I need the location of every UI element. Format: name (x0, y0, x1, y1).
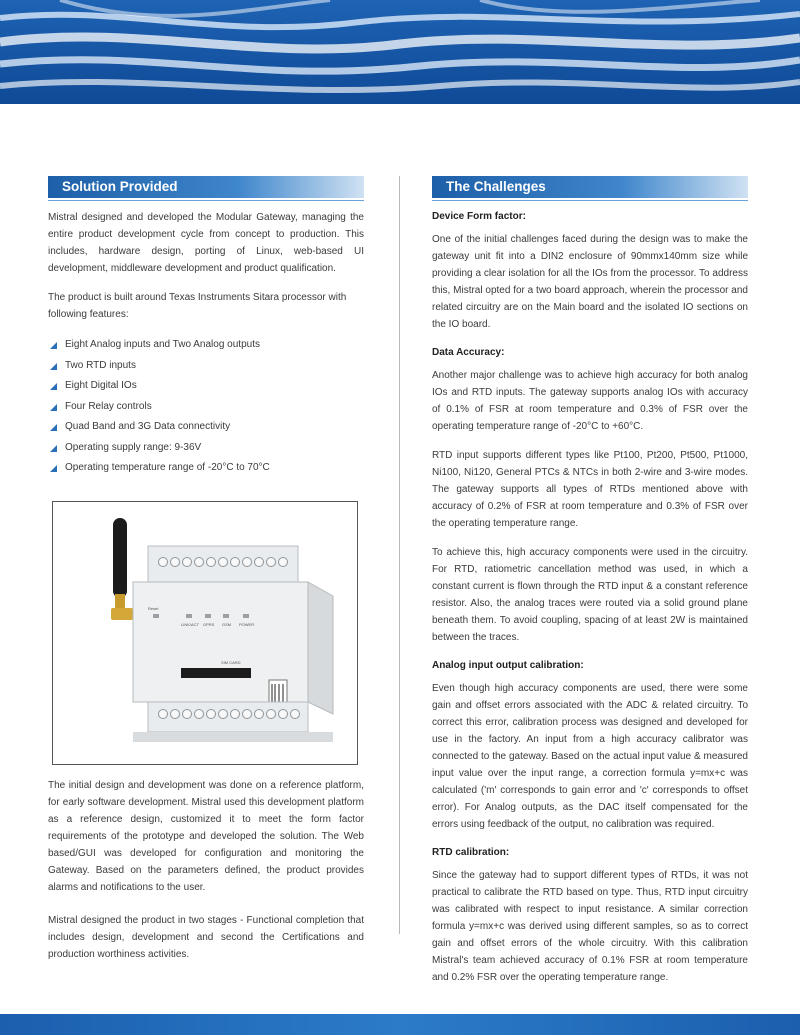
reset-label: Reset (148, 605, 159, 611)
data-accuracy-title: Data Accuracy: (432, 347, 505, 358)
gprs-label: GPRS (203, 621, 215, 627)
list-item: Operating supply range: 9-36V (48, 438, 364, 459)
rtd-calibration-title: RTD calibration: (432, 847, 510, 858)
data-accuracy-text-3: To achieve this, high accuracy components were used in the circuitry. For RTD, ratiometric cancellation method was used, in which a constant current is flown through the RTD input & a constant reference resistor. Also, the analog traces were routed via a solid ground plane beneath them. To avoid coupling, spacing of at least 2W is maintained between the traces. (432, 547, 748, 643)
list-item: Quad Band and 3G Data connectivity (48, 417, 364, 438)
gateway-product-photo (52, 501, 358, 765)
triangle-bullet-icon (50, 363, 57, 370)
footer-band (0, 1014, 800, 1035)
list-item: Two RTD inputs (48, 356, 364, 377)
device-form-factor-title: Device Form factor: (432, 211, 526, 222)
feature-list (48, 335, 364, 479)
left-column (48, 176, 364, 975)
challenges-heading: The Challenges (432, 176, 748, 198)
analog-calibration-title: Analog input output calibration: (432, 660, 584, 671)
gsm-label: GSM (222, 621, 232, 627)
analog-calibration-text: Even though high accuracy components are used, there were some gain and offset errors associated with the ADC & related circuitry. To correct this error, calibration process was designed and developed for use in the factory. An input from a high accuracy calibrator was connected to the gateway. Based on the actual input value & measured input value over the input range, a correction formula y=mx+c was calculated ('m' corresponds to gain error and 'c' corresponds to offset error). For Analog outputs, as the DAC itself compensated for the errors using feedback of the output, no calibration was required. (432, 683, 748, 830)
device-form-factor-text: One of the initial challenges faced during the design was to make the gateway unit fit into a DIN2 enclosure of 90mmx140mm size while providing a clear isolation for all the IOs from the processor. To address this, Mistral opted for a two board approach, wherein the processor and related circuitry are on the Main board and the isolated IO sections on the IO board. (432, 234, 748, 330)
list-item: Eight Digital IOs (48, 376, 364, 397)
gateway-device-illustration (53, 502, 357, 764)
link-act-label: LINK/ACT (181, 621, 200, 627)
sim-card-label: SIM CARD (221, 659, 241, 665)
list-item: Four Relay controls (48, 397, 364, 418)
list-item: Eight Analog inputs and Two Analog outputs (48, 335, 364, 356)
triangle-bullet-icon (50, 445, 57, 452)
triangle-bullet-icon (50, 404, 57, 411)
design-paragraph: The initial design and development was done on a reference platform, for early software development. Mistral used this development platform as a reference design, customized it to meet the form factor requirements of the prototype and developed the solution. The Web based/GUI was developed for configuration and monitoring the Gateway. Based on the parameters defined, the product provides alarms and notifications to the user. (48, 779, 364, 893)
triangle-bullet-icon (50, 342, 57, 349)
data-accuracy-text-1: Another major challenge was to achieve high accuracy for both analog IOs and RTD inputs. The gateway supports analog IOs with accuracy of 0.1% of FSR at room temperature and 0.3% of FSR over the operating temperature range of -20°C to +60°C. (432, 370, 748, 432)
power-label: POWER (239, 621, 255, 627)
list-item: Operating temperature range of -20°C to 70°C (48, 458, 364, 479)
right-column (432, 176, 748, 998)
solution-platform: The product is built around Texas Instruments Sitara processor with following features: (48, 292, 347, 320)
solution-intro: Mistral designed and developed the Modular Gateway, managing the entire product development cycle from concept to production. This includes, hardware design, porting of Linux, web-based UI development, middleware development and product qualification. (48, 212, 364, 274)
rtd-calibration-text: Since the gateway had to support different types of RTDs, it was not practical to calibrate the RTD based on type. Thus, RTD input circuitry was calibrated with respect to input resistance. A similar correction formula y=mx+c was derived using different samples, so as to correct gain and offset errors of the whole circuitry. With this calibration Mistral's team achieved accuracy of 0.1% FSR at room temperature and 0.2% FSR over the operating temperature range. (432, 870, 748, 983)
design-section (48, 777, 364, 963)
triangle-bullet-icon (50, 383, 57, 390)
antenna-icon (113, 518, 127, 598)
column-divider (399, 176, 400, 934)
solution-heading: Solution Provided (48, 176, 364, 198)
triangle-bullet-icon (50, 424, 57, 431)
sim-slot (181, 668, 251, 678)
stages-paragraph: Mistral designed the product in two stages - Functional completion that includes design, development and second the Certifications and production worthiness activities. (48, 914, 364, 960)
triangle-bullet-icon (50, 465, 57, 472)
data-accuracy-text-2: RTD input supports different types like Pt100, Pt200, Pt500, Pt1000, Ni100, Ni120, General PTCs & NTCs in both 2-wire and 3-wire modes. The gateway supports all types of RTDs mentioned above with accuracy of 0.2% of FSR at room temperature and 0.3% of FSR over the operating temperature range. (432, 450, 748, 529)
wave-header-banner (0, 0, 800, 104)
